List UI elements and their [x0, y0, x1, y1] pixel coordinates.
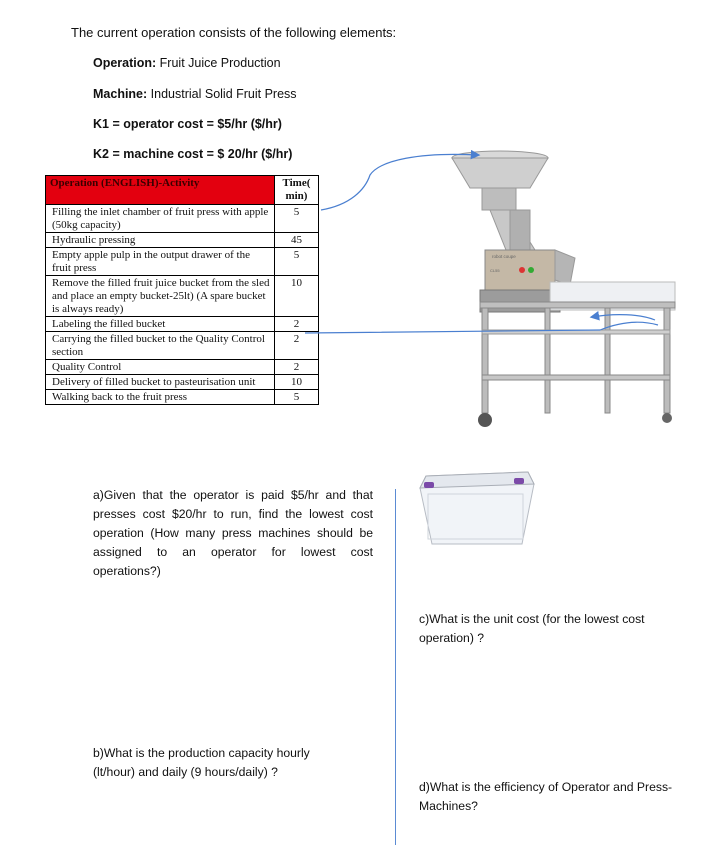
plastic-container-image [418, 466, 536, 546]
intro-text: The current operation consists of the following elements: [71, 25, 397, 40]
lid-clip-icon [424, 482, 434, 488]
activity-cell: Quality Control [46, 360, 275, 375]
header-time: Time( min) [274, 176, 318, 205]
table-row [46, 248, 319, 276]
table-row [46, 390, 319, 405]
caster-wheel-icon [478, 413, 492, 427]
activity-cell: Remove the filled fruit juice bucket from the sled and place an empty bucket-25lt) (A spare bucket is always ready) [46, 276, 275, 317]
table-row [46, 375, 319, 390]
table-row [46, 332, 319, 360]
table-header-row [46, 176, 319, 205]
detail-machine [93, 87, 297, 101]
time-cell: 2 [274, 332, 318, 360]
lid-clip-icon [514, 478, 524, 484]
detail-label: K1 = operator cost = $5/hr ($/hr) [93, 117, 282, 131]
detail-label: Operation: [93, 56, 157, 70]
detail-k1 [93, 117, 282, 131]
time-cell: 2 [274, 317, 318, 332]
activity-cell: Carrying the filled bucket to the Quality Control section [46, 332, 275, 360]
table-row [46, 360, 319, 375]
detail-value: Fruit Juice Production [156, 56, 281, 70]
detail-operation [93, 56, 281, 70]
operations-table [45, 175, 319, 405]
start-button-icon [528, 267, 534, 273]
time-cell: 10 [274, 276, 318, 317]
activity-cell: Hydraulic pressing [46, 233, 275, 248]
time-cell: 10 [274, 375, 318, 390]
table-row [46, 233, 319, 248]
activity-cell: Filling the inlet chamber of fruit press with apple (50kg capacity) [46, 205, 275, 233]
activity-cell: Empty apple pulp in the output drawer of the fruit press [46, 248, 275, 276]
detail-k2 [93, 147, 292, 161]
question-d: d)What is the efficiency of Operator and Press-Machines? [419, 780, 673, 813]
header-activity: Operation (ENGLISH)-Activity [46, 176, 275, 205]
detail-label: Machine: [93, 87, 148, 101]
time-cell: 5 [274, 390, 318, 405]
vertical-divider [395, 489, 396, 845]
machine-brand-label: robot coupe [492, 254, 516, 259]
question-b: b)What is the production capacity hourly (lt/hour) and daily (9 hours/daily) ? [93, 746, 310, 779]
table-row [46, 276, 319, 317]
question-a: a)Given that the operator is paid $5/hr and that presses cost $20/hr to run, find the lowest cost operation (How many press machines should be assigned to an operator for lowest cost operations?) [93, 488, 373, 578]
time-cell: 5 [274, 248, 318, 276]
machine-model-label: CL55 [490, 268, 500, 273]
question-c: c)What is the unit cost (for the lowest cost operation) ? [419, 612, 645, 645]
detail-label: K2 = machine cost = $ 20/hr ($/hr) [93, 147, 293, 161]
stop-button-icon [519, 267, 525, 273]
time-cell: 45 [274, 233, 318, 248]
caster-wheel-icon [662, 413, 672, 423]
activity-cell: Delivery of filled bucket to pasteurisation unit [46, 375, 275, 390]
fruit-press-machine-image [440, 150, 680, 440]
activity-cell: Walking back to the fruit press [46, 390, 275, 405]
table-row [46, 205, 319, 233]
table-row [46, 317, 319, 332]
activity-cell: Labeling the filled bucket [46, 317, 275, 332]
time-cell: 5 [274, 205, 318, 233]
detail-value: Industrial Solid Fruit Press [147, 87, 297, 101]
time-cell: 2 [274, 360, 318, 375]
